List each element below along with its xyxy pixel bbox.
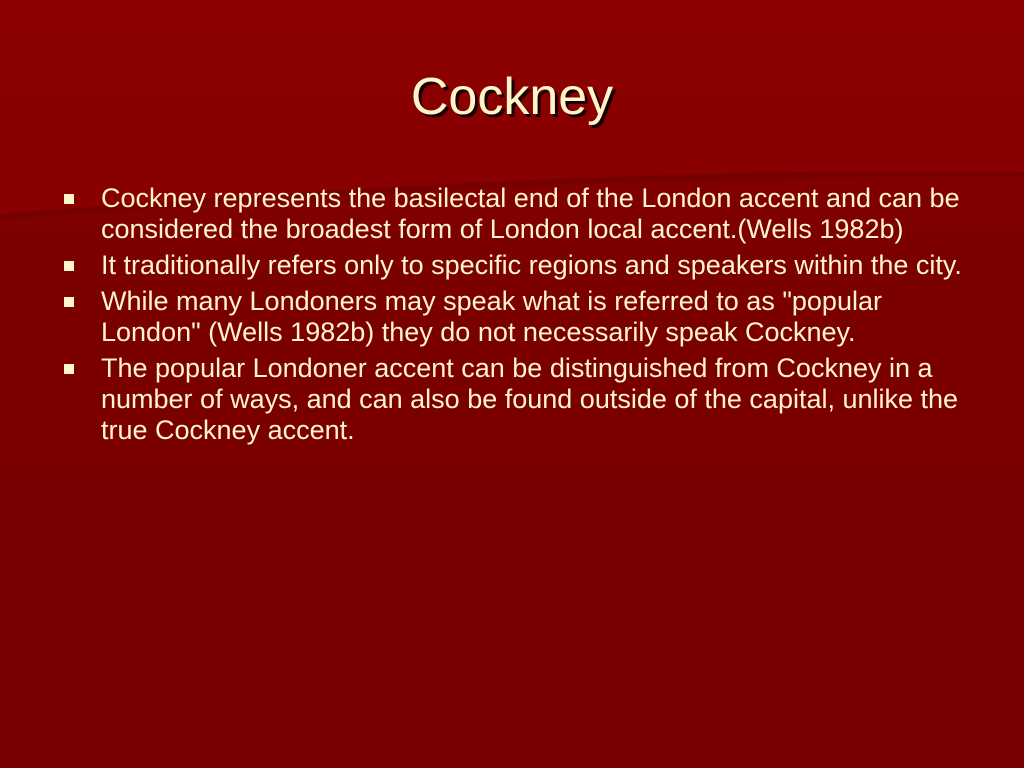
bullet-text: It traditionally refers only to specific regions and speakers within the city.: [101, 250, 962, 280]
bullet-text: While many Londoners may speak what is referred to as "popular London" (Wells 1982b) they do not necessarily speak Cockney.: [101, 286, 882, 347]
bullet-text: The popular Londoner accent can be distinguished from Cockney in a number of ways, and can also be found outside of the capital, unlike the true Cockney accent.: [101, 353, 959, 445]
slide-title: Cockney: [410, 68, 614, 126]
bullet-text: Cockney represents the basilectal end of the London accent and can be considered the broadest form of London local accent.(Wells 1982b): [101, 183, 960, 244]
square-bullet-icon: [64, 364, 74, 374]
bullet-list: [60, 183, 970, 451]
bullet-item: [60, 183, 970, 245]
square-bullet-icon: [64, 194, 74, 204]
square-bullet-icon: [64, 261, 74, 271]
square-bullet-icon: [64, 297, 74, 307]
bullet-item: [60, 250, 970, 281]
bullet-item: [60, 286, 970, 348]
bullet-item: [60, 353, 970, 446]
